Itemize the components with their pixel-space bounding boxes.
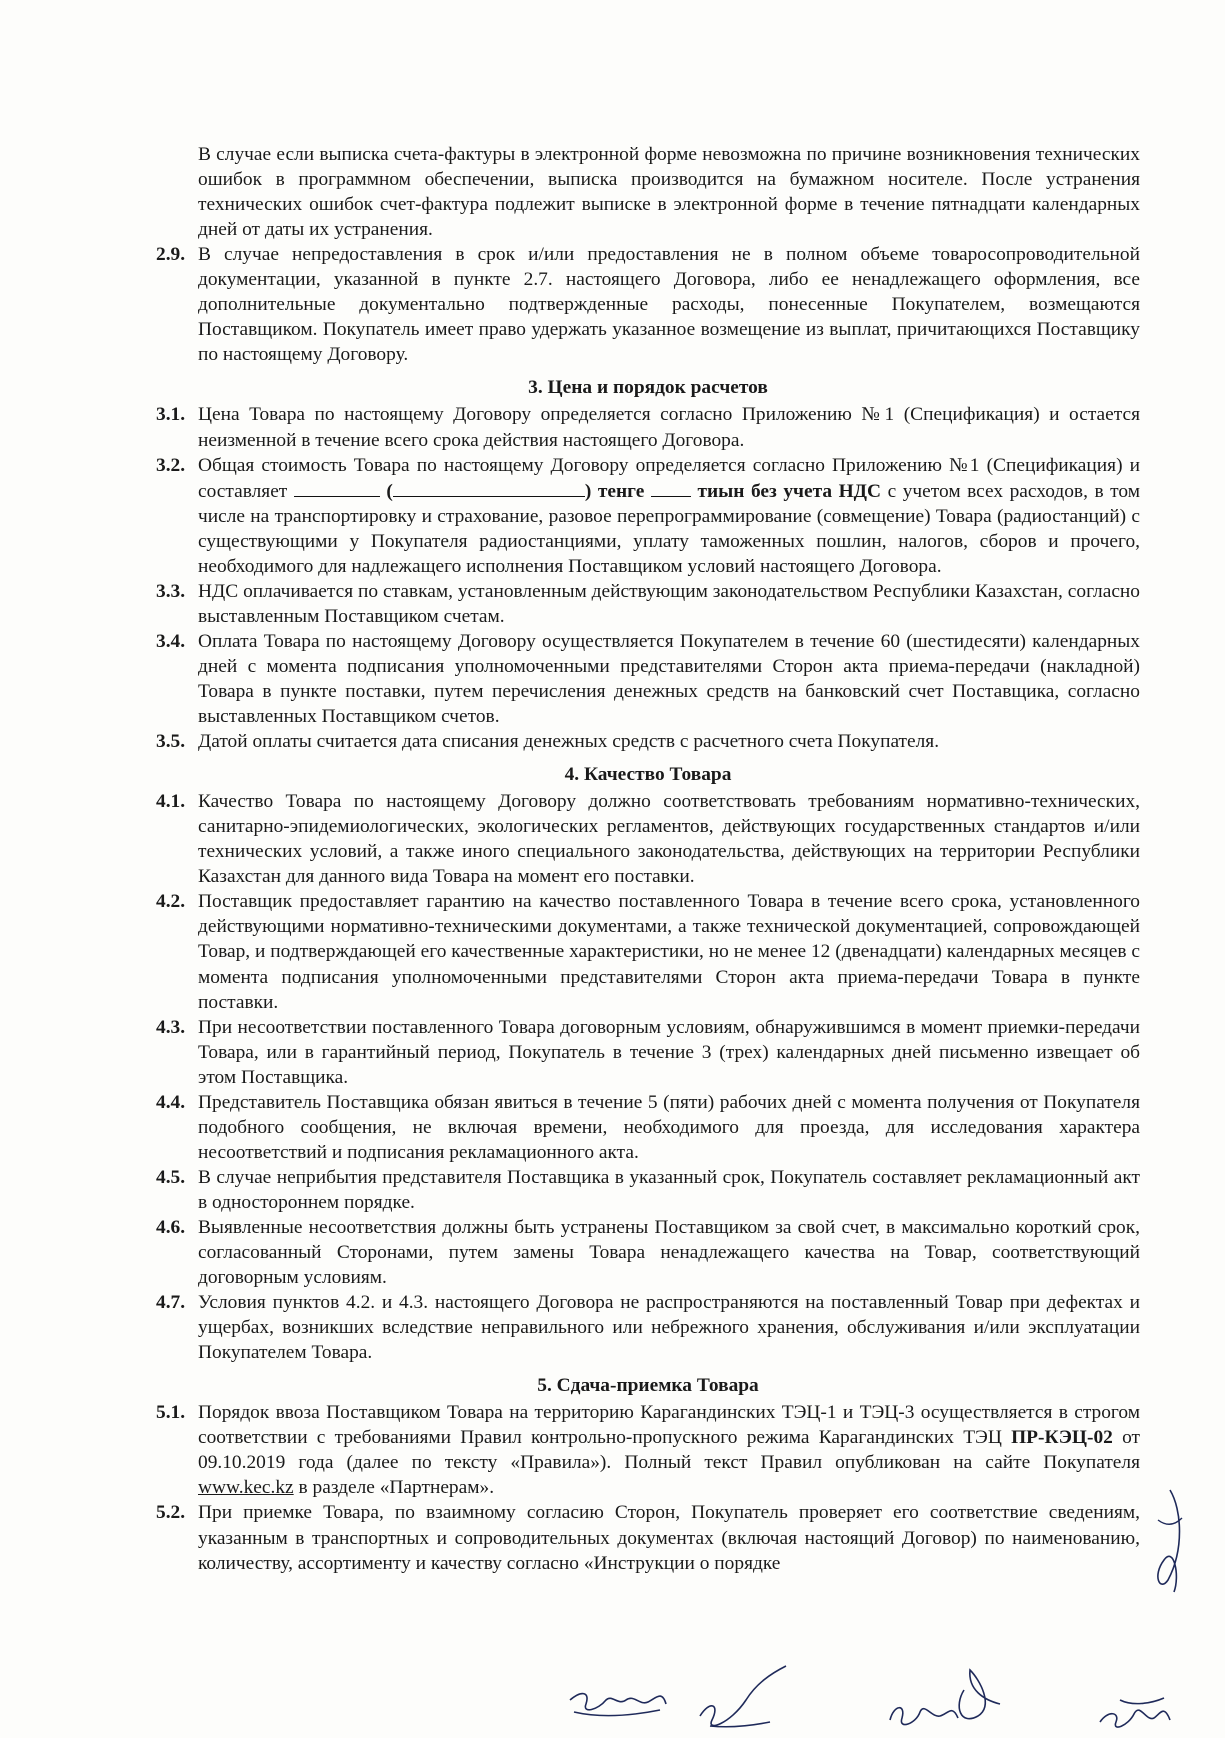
clause-4-4: [156, 1090, 1140, 1165]
clause-text: НДС оплачивается по ставкам, установленным действующим законодательством Республики Казахстан, согласно выставленным Поставщиком счетам.: [198, 580, 1140, 627]
clause-number: 4.6.: [156, 1216, 186, 1238]
clause-text: Выявленные несоответствия должны быть устранены Поставщиком за свой счет, в максимально короткий срок, согласованный Сторонами, путем замены Товара ненадлежащего качества на Товар, соответствующий договорным условиям.: [198, 1216, 1140, 1289]
clause-text-b: от 09.10.2019 года (далее по тексту «Правила»). Полный текст Правил опубликован на сайте Покупателя: [198, 1427, 1140, 1474]
clause-3-1: [156, 402, 1140, 452]
tiyn-blank: [651, 478, 691, 497]
section-3-title: 3. Цена и порядок расчетов: [528, 377, 768, 399]
page-signatures: [560, 1660, 1220, 1738]
clause-4-5: [156, 1165, 1140, 1215]
clause-number: 3.5.: [156, 731, 186, 753]
clause-text: При приемке Товара, по взаимному согласию Сторон, Покупатель проверяет его соответствие сведениям, указанным в транспортных и сопроводительных документах (включая настоящий Договор) по наименованию, количеству, ассортименту и качеству согласно «Инструкции о порядке: [198, 1502, 1140, 1574]
clause-number: 3.1.: [156, 404, 186, 426]
clause-number: 4.7.: [156, 1292, 186, 1314]
clause-text-b: с учетом всех расходов, в том числе на транспортировку и страхование, разовое перепрограммирование (совмещение) Товара (радиостанций) с существующими у Покупателя радиостанциями, уплату таможенных пошлин, налогов, сборов и прочего, необходимого для надлежащего исполнения Поставщиком условий настоящего Договора.: [198, 480, 1140, 577]
clause-5-1: [156, 1400, 1140, 1500]
clause-text-a: Порядок ввоза Поставщиком Товара на территорию Карагандинских ТЭЦ-1 и ТЭЦ-3 осуществляется в строгом соответствии с требованиями Правил контрольно-пропускного режима Карагандинских ТЭЦ: [198, 1402, 1140, 1449]
clause-4-7: [156, 1290, 1140, 1365]
clause-number: 4.4.: [156, 1091, 186, 1113]
signature-4: [1100, 1698, 1170, 1727]
clause-text: Оплата Товара по настоящему Договору осуществляется Покупателем в течение 60 (шестидесяти) календарных дней с момента подписания уполномоченными представителями Сторон акта приема-передачи (накладной) Товара в пункте поставки, путем перечисления денежных средств на банковский счет Поставщика, согласно выставленных Поставщиком счетов.: [198, 630, 1140, 728]
clause-text: Условия пунктов 4.2. и 4.3. настоящего Договора не распространяются на поставленный Товар при дефектах и ущербах, возникших вследствие неправильного или небрежного хранения, обслуживания и/или эксплуатации Покупателем Товара.: [198, 1292, 1140, 1364]
paren-open: (: [386, 480, 393, 502]
amount-words-blank: [393, 478, 585, 497]
section-4-title: 4. Качество Товара: [564, 764, 732, 786]
clause-text: В случае непредоставления в срок и/или предоставления не в полном объеме товаросопроводительной документации, указанной в пункте 2.7. настоящего Договора, либо ее ненадлежащего оформления, все дополнительные документально подтвержденные расходы, понесенные Покупателем, возмещаются Поставщиком. Покупатель имеет право удержать указанное возмещение из выплат, причитающихся Поставщику по настоящему Договору.: [198, 244, 1140, 366]
clause-4-6: [156, 1215, 1140, 1290]
clause-2-9: [156, 242, 1140, 367]
clause-4-2: [156, 889, 1140, 1014]
clause-number: 3.4.: [156, 630, 186, 652]
clause-5-2: [156, 1500, 1140, 1575]
tiyn-label: тиын без учета НДС: [697, 480, 882, 502]
tenge-label: тенге: [597, 480, 645, 502]
clause-text: [198, 453, 1140, 579]
intro-paragraph: В случае если выписка счета-фактуры в электронной форме невозможна по причине возникновения технических ошибок в программном обеспечении, выписка производится на бумажном носителе. После устранения технических ошибок счет-фактура подлежит выписке в электронной форме в течение пятнадцати календарных дней от даты их устранения.: [198, 144, 1140, 241]
section-5-title: 5. Сдача-приемка Товара: [537, 1375, 759, 1397]
clause-text: Качество Товара по настоящему Договору должно соответствовать требованиям нормативно-технических, санитарно-эпидемиологических, экологических регламентов, действующих государственных стандартов и/или технических условий, а также иного специального законодательства, действующих на территории Республики Казахстан для данного вида Товара на момент его поставки.: [198, 791, 1140, 888]
document-body: [156, 142, 1140, 1576]
paren-close: ): [584, 480, 592, 502]
clause-text-c: в разделе «Партнерам».: [298, 1477, 495, 1499]
signature-2: [700, 1666, 786, 1727]
clause-3-4: [156, 629, 1140, 729]
signature-1: [570, 1694, 666, 1716]
clause-number: 2.9.: [156, 244, 186, 266]
margin-signature: [1140, 1480, 1200, 1600]
clause-3-2: [156, 453, 1140, 579]
clause-number: 5.2.: [156, 1502, 186, 1524]
clause-number: 3.3.: [156, 580, 186, 602]
doc-code: ПР-КЭЦ-02: [1011, 1427, 1113, 1449]
clause-text: Поставщик предоставляет гарантию на качество поставленного Товара в течение всего срока, установленного действующими нормативно-техническими документами, а также технической документацией, сопровождающей Товар, и подтверждающей его качественные характеристики, но не менее 12 (двенадцати) календарных месяцев с момента подписания уполномоченными представителями Сторон акта приема-передачи Товара в пункте поставки.: [198, 891, 1140, 1013]
clause-4-1: [156, 789, 1140, 889]
clause-text: [198, 1400, 1140, 1500]
clause-number: 4.2.: [156, 891, 186, 913]
clause-text: В случае неприбытия представителя Поставщика в указанный срок, Покупатель составляет рекламационный акт в одностороннем порядке.: [198, 1166, 1140, 1213]
clause-number: 4.3.: [156, 1016, 186, 1038]
signature-3: [890, 1670, 1000, 1725]
clause-text: Представитель Поставщика обязан явиться в течение 5 (пяти) рабочих дней с момента получения от Покупателя подобного сообщения, не включая времени, необходимого для проезда, для исследования характера несоответствий и подписания рекламационного акта.: [198, 1091, 1140, 1163]
clause-number: 4.5.: [156, 1166, 186, 1188]
clause-4-3: [156, 1015, 1140, 1090]
clause-number: 5.1.: [156, 1402, 186, 1424]
clause-text-a: Общая стоимость Товара по настоящему Договору определяется согласно Приложению №1 (Спецификация) и составляет: [198, 454, 1140, 502]
clause-3-3: [156, 579, 1140, 629]
clause-number: 4.1.: [156, 791, 186, 813]
amount-blank: [294, 478, 380, 497]
clause-3-5: [156, 729, 1140, 754]
clause-text: При несоответствии поставленного Товара договорным условиям, обнаружившимся в момент приемки-передачи Товара, или в гарантийный период, Покупатель в течение 3 (трех) календарных дней письменно извещает об этом Поставщика.: [198, 1016, 1140, 1088]
clause-number: 3.2.: [156, 454, 186, 476]
clause-text: Датой оплаты считается дата списания денежных средств с расчетного счета Покупателя.: [198, 731, 940, 753]
clause-text: Цена Товара по настоящему Договору определяется согласно Приложению №1 (Спецификация) и остается неизменной в течение всего срока действия настоящего Договора.: [198, 404, 1140, 451]
website-link[interactable]: www.kec.kz: [198, 1477, 294, 1499]
